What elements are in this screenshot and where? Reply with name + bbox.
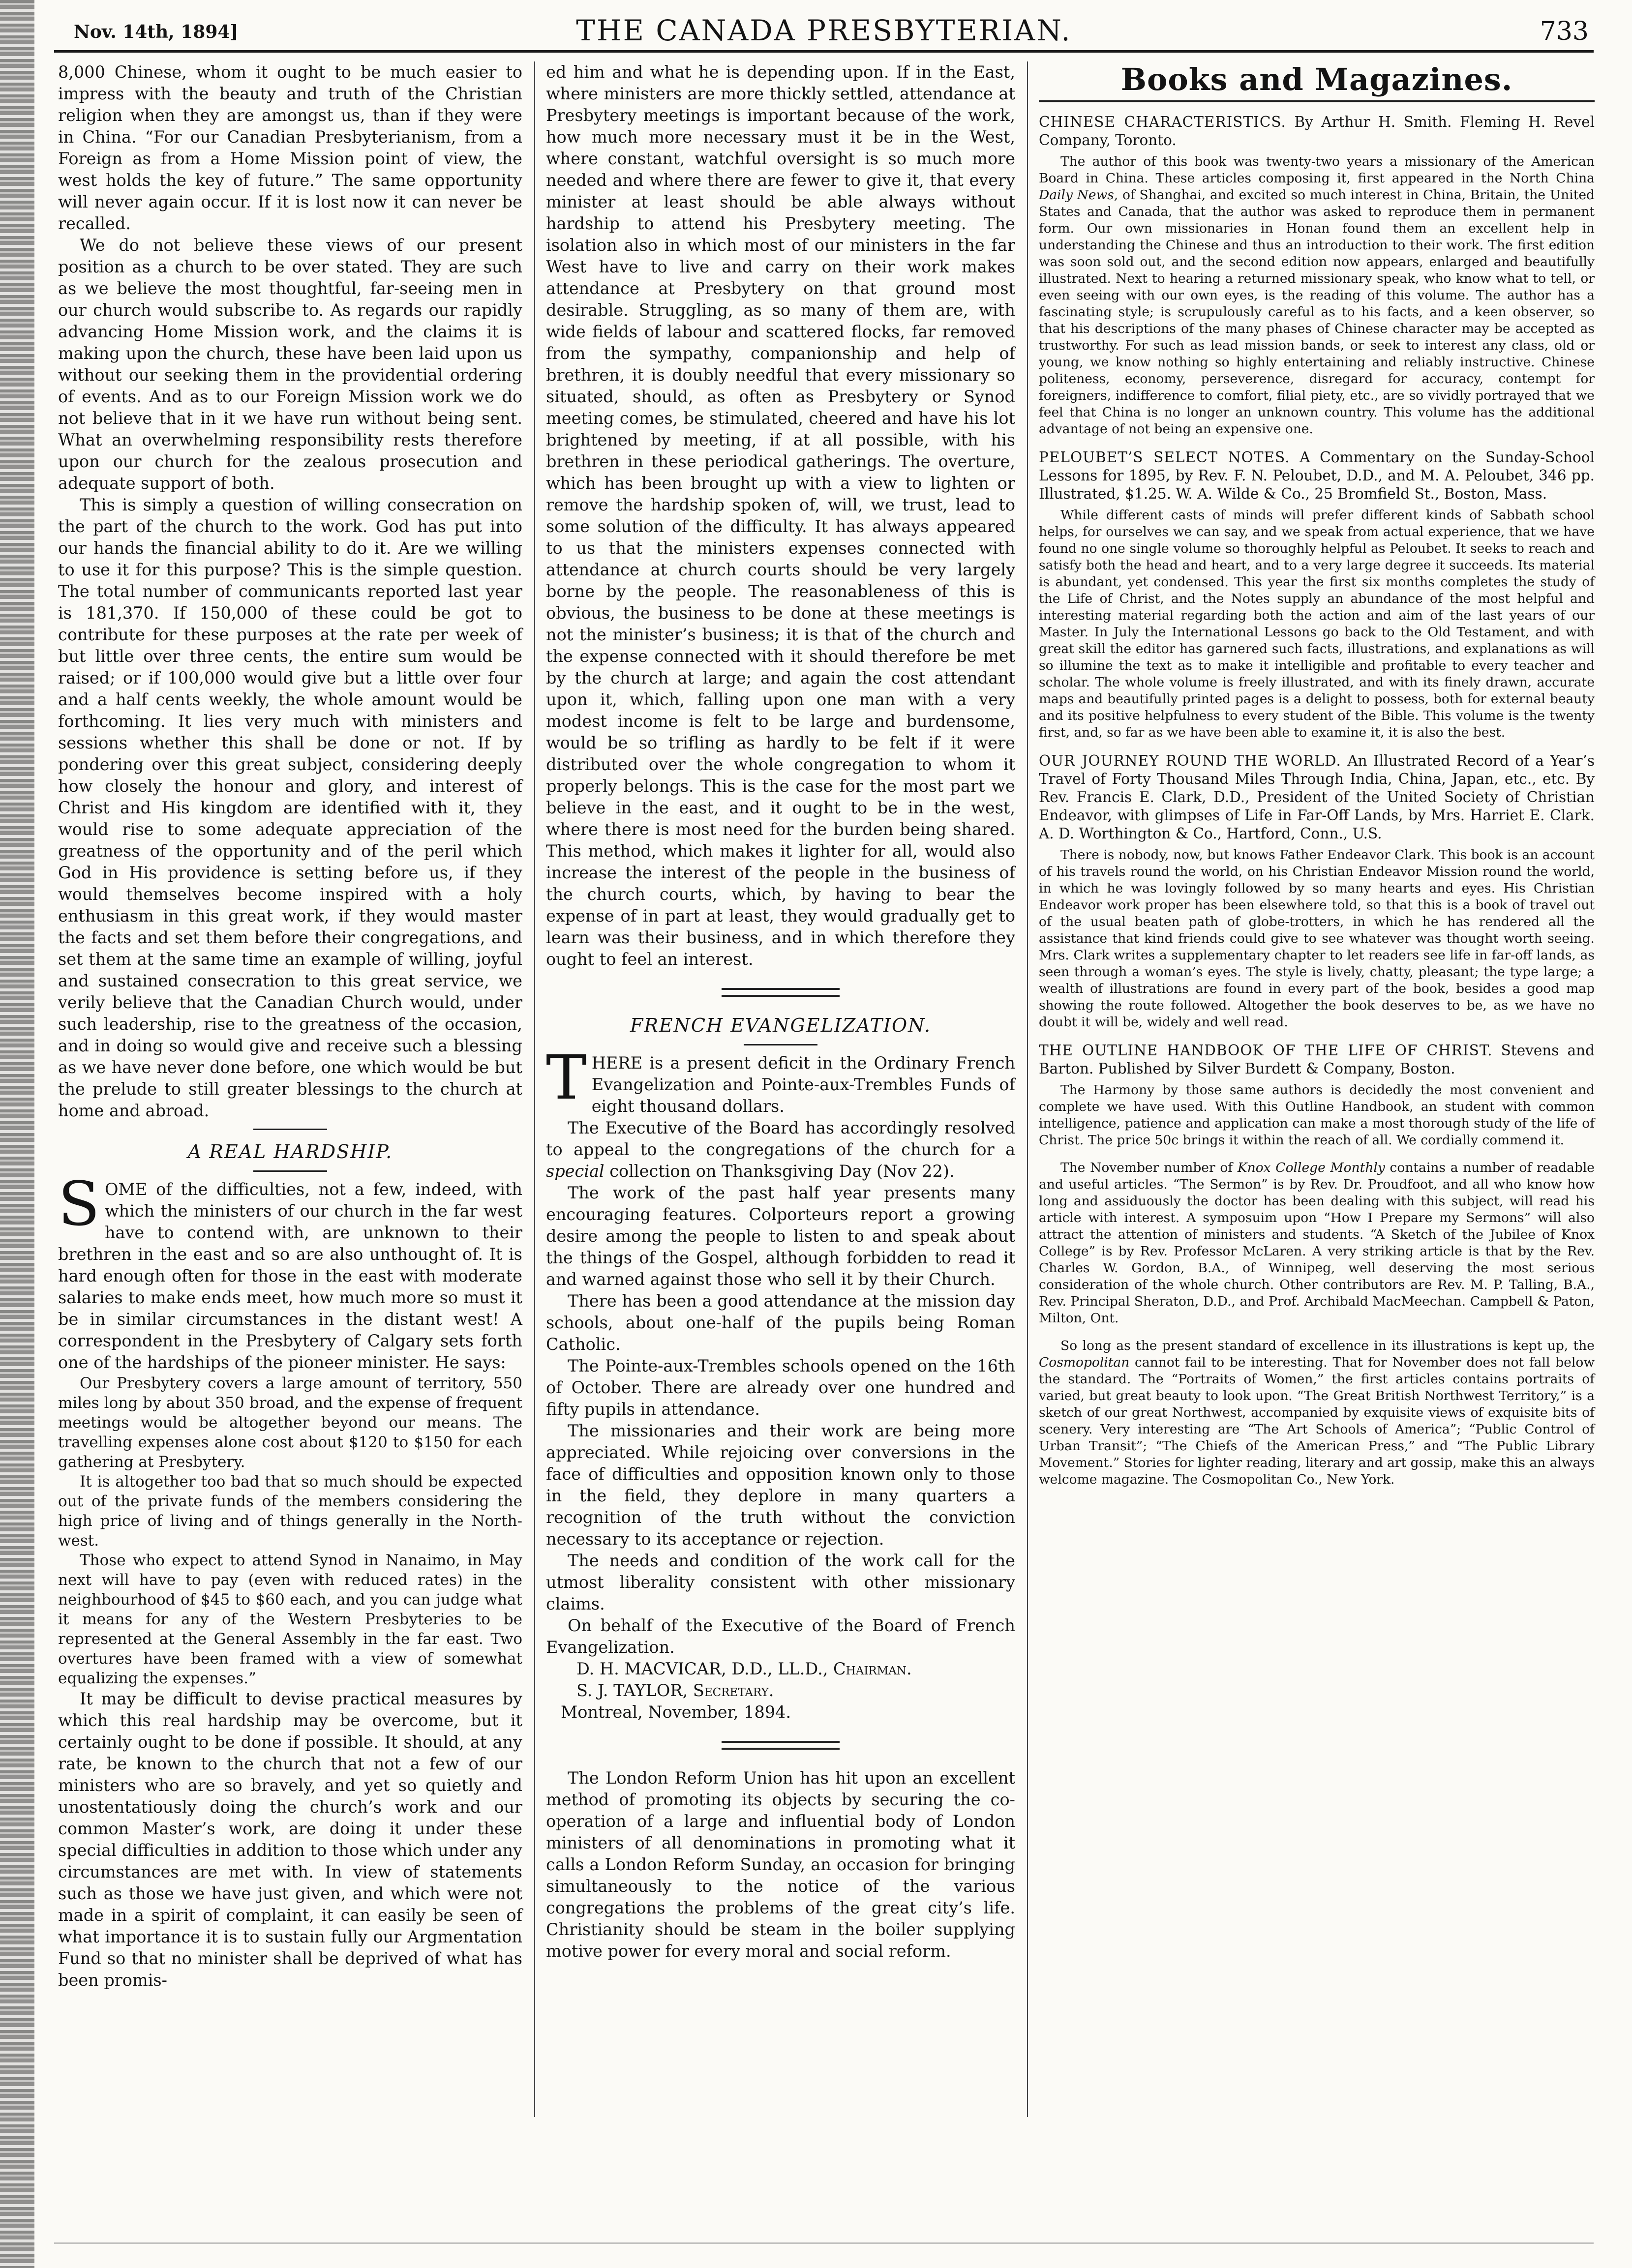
section-rule [253, 1129, 327, 1130]
book-publisher: By Arthur H. Smith. Fleming H. Revel Company, Toronto. [1039, 114, 1595, 149]
article-paragraph: On behalf of the Executive of the Board of French Evangelization. [546, 1616, 1015, 1657]
page-binding-edge [0, 0, 34, 2268]
page-bottom-edge [54, 2242, 1594, 2244]
dateline: Montreal, November, 1894. [561, 1702, 791, 1722]
book-title: THE OUTLINE HANDBOOK OF THE LIFE OF CHRIST. [1039, 1042, 1493, 1059]
quoted-paragraph: Our Presbytery covers a large amount of territory, 550 miles long by about 350 broad, and the expense of frequent meetings would be altogether beyond our means. The travelling expenses alone cost about $120 to $150 for each gathering at Presbytery. [58, 1374, 522, 1471]
section-rule [744, 1044, 817, 1045]
book-heading [1039, 113, 1595, 149]
editorial-paragraph: This is simply a question of willing consecration on the part of the church to the work. God has put into our hands the financial ability to do it. Are we willing to use it for this purpose? This is the simple question. The total number of communicants reported last year is 181,370. If 150,000 of these could be got to contribute for these purposes at the rate per week of but little over three cents, the entire sum would be raised; or if 100,000 would give but a little over four and a half cents weekly, the whole amount would be forthcoming. It lies very much with ministers and sessions whether this shall be done or not. If by pondering over this great subject, considering deeply how closely the honour and glory, and interest of Christ and His kingdom are identified with it, they would rise to some adequate appreciation of the greatness of the opportunity and of the peril which God in His providence is setting before us, if they would themselves become inspired with a holy enthusiasm in this great work, if they would master the facts and set them before their congregations, and set them at the same time an example of willing, joyful and sustained consecration to this great service, we verily believe that the Canadian Church would, under such leadership, rise to the greatness of the occasion, and in doing so would give and receive such a blessing as we have never done before, one which would be but the prelude to still greater blessings to the church at home and abroad. [58, 495, 522, 1120]
book-heading [1039, 752, 1595, 843]
drop-cap: S [58, 1169, 100, 1240]
book-title: PELOUBET’S SELECT NOTES. [1039, 449, 1290, 466]
signature-secretary: S. J. TAYLOR, Secretary. [576, 1681, 774, 1700]
article-paragraph: THERE is a present deficit in the Ordinary French Evangelization and Pointe-aux-Trembles Funds of eight thousand dollars. [546, 1043, 1015, 1116]
article-paragraph: ed him and what he is depending upon. If in the East, where ministers are more thickly settled, attendance at Presbytery meetings is important because of the work, how much more necessary must it be in the West, where constant, watchful oversight is so much more needed and where there are fewer to give it, that every minister at least should be able always without hardship to attend his Presbytery meeting. The isolation also in which most of our ministers in the far West have to live and carry on their work makes attendance at Presbytery on that ground most desirable. Struggling, as so many of them are, with wide fields of labour and scattered flocks, far removed from the sympathy, companionship and help of brethren, it is doubly needful that every missionary so situated, should, as often as Presbytery or Synod meeting comes, be stimulated, cheered and have his lot brightened by meeting, if at all possible, with his brethren in these periodical gatherings. The overture, which has been brought up with a view to lighten or remove the hardship spoken of, will, we trust, lead to some solution of the difficulty. It has always appeared to us that the ministers expenses connected with attendance at church courts should be very largely borne by the people. The reasonableness of this is obvious, the business to be done at these meetings is not the minister’s business; it is that of the church and the expense connected with it should therefore be met by the church at large; and again the cost attendant upon it, which, falling upon one man with a very modest income is felt to be large and burdensome, would be so trifling as hardly to be felt if it were distributed over the whole congregation to whom it properly belongs. This is the case for the most part we believe in the east, and it ought to be in the west, where there is most need for the burden being shared. This method, which makes it lighter for all, would also increase the interest of the people in the business of the church courts, which, by having to bear the expense of in part at least, they would gradually get to learn was their business, and in which therefore they ought to feel an interest. [546, 62, 1015, 969]
article-paragraph: There has been a good attendance at the mission day schools, about one-half of the pupils being Roman Catholic. [546, 1291, 1015, 1354]
page-header [54, 11, 1594, 49]
book-heading [1039, 1042, 1595, 1078]
review-paragraph: There is nobody, now, but knows Father Endeavor Clark. This book is an account of his travels round the world, on his Christian Endeavor Mission round the world, in which he was lovingly followed by so many hearts and eyes. His Christian Endeavor work proper has been elsewhere told, so that this is a book of travel out of the usual beaten path of globe-trotters, in which he has rendered all the assistance that kind friends could give to see whatever was thought worth seeing. Mrs. Clark writes a supplementary chapter to let readers see life in far-off lands, as seen through a woman’s eyes. The style is lively, chatty, pleasant; the type large; a wealth of illustrations are found in every part of the book, besides a good map showing the route followed. Altogether the book deserves to be, as we have no doubt it will be, widely and well read. [1039, 847, 1595, 1030]
book-publisher: A Commentary on the Sunday-School Lessons for 1895, by Rev. F. N. Peloubet, D.D., and M. A. Peloubet, 346 pp. Illustrated, $1.25. W. A. Wilde & Co., 25 Bromfield St., Boston, Mass. [1039, 449, 1595, 502]
article-title-french-evangelization: FRENCH EVANGELIZATION. [630, 1015, 932, 1036]
book-publisher: Stevens and Barton. Published by Silver Burdett & Company, Boston. [1039, 1042, 1595, 1077]
magazine-notice: The November number of Knox College Monthly contains a number of readable and useful articles. “The Sermon” is by Rev. Dr. Proudfoot, and all who know how long and assiduously the doctor has been dealing with this subject, will read his article with interest. A symposuim upon “How I Prepare my Sermons” will also attract the attention of ministers and students. “A Sketch of the Jubilee of Knox College” is by Rev. Professor McLaren. A very striking article is that by the Rev. Charles W. Gordon, B.A., of Winnipeg, well deserving the most serious consideration of the whole church. Other contributors are Rev. M. P. Talling, B.A., Rev. Principal Sheraton, D.D., and Prof. Archibald MacMeechan. Campbell & Paton, Milton, Ont. [1039, 1160, 1595, 1326]
section-masthead: Books and Magazines. [1120, 61, 1513, 97]
review-paragraph: The author of this book was twenty-two years a missionary of the American Board in China. These articles composing it, first appeared in the North China Daily News, of Shanghai, and excited so much interest in China, Britain, the United States and Canada, that the author was asked to reproduce them in permanent form. Our own missionaries in Honan found them an excellent help in understanding the Chinese and thus an introduction to their work. The first edition was soon sold out, and the second edition now appears, enlarged and beautifully illustrated. Next to hearing a returned missionary speak, who know what to tell, or even seeing with our own eyes, is the reading of this volume. The author has a fascinating style; is scrupulously careful as to his facts, and a keen observer, so that his descriptions of the many phases of Chinese character may be accepted as trustworthy. For such as lead mission bands, or seek to interest any class, old or young, we know nothing so highly entertaining and reliably instructive. Chinese politeness, economy, perseverence, disregard for accuracy, contempt for foreigners, indifference to comfort, filial piety, etc., are so vividly portrayed that we feel that China is no longer an unknown country. This volume has the additional advantage of not being an expensive one. [1039, 154, 1595, 437]
double-rule [722, 1741, 840, 1750]
article-paragraph: The Pointe-aux-Trembles schools opened on the 16th of October. There are already over one hundred and fifty pupils in attendance. [546, 1356, 1015, 1419]
article-paragraph: It may be difficult to devise practical measures by which this real hardship may be overcome, but it certainly ought to be done if possible. It should, at any rate, be known to the church that not a few of our ministers who are so bravely, and yet so quietly and unostentatiously doing the church’s work and our common Master’s work, are doing it under these special difficulties in addition to those which under any circumstances are met with. In view of statements such as those we have just given, and which were not made in a spirit of complaint, it can easily be seen of what importance it is to sustain fully our Argmentation Fund so that no minister shall be deprived of what has been promis- [58, 1689, 522, 1990]
article-paragraph: The London Reform Union has hit upon an excellent method of promoting its objects by securing the co-operation of a large and influential body of London ministers of all denominations in promoting what it calls a London Reform Sunday, an occasion for bringing simultaneously to the notice of the various congregations the problems of the great city’s life. Christianity should be steam in the boiler supplying motive power for every moral and social reform. [546, 1768, 1015, 1961]
double-rule [722, 988, 840, 997]
newspaper-title: THE CANADA PRESBYTERIAN. [576, 14, 1072, 47]
column-1 [58, 61, 522, 1991]
column-2 [546, 61, 1015, 1962]
column-divider [1027, 61, 1028, 2117]
column-3 [1039, 61, 1595, 1488]
quoted-paragraph: Those who expect to attend Synod in Nanaimo, in May next will have to pay (even with reduced rates) in the neighbourhood of $45 to $60 each, and you can judge what it means for any of the Western Presbyteries to be represented at the General Assembly in the far east. Two overtures have been framed with a view of somewhat equalizing the expenses.” [58, 1552, 522, 1687]
header-rule [54, 50, 1594, 53]
article-paragraph: The needs and condition of the work call for the utmost liberality consistent with other missionary claims. [546, 1551, 1015, 1613]
article-paragraph: The work of the past half year presents many encouraging features. Colporteurs report a growing desire among the people to listen to and speak about the things of the Gospel, although forbidden to read it and warned against those who sell it by their Church. [546, 1183, 1015, 1289]
review-paragraph: The Harmony by those same authors is decidedly the most convenient and complete we have used. With this Outline Handbook, an student with common intelligence, patience and application can make a most thorough study of the life of Christ. The price 50c brings it within the reach of all. We cordially commend it. [1039, 1082, 1595, 1148]
quoted-paragraph: It is altogether too bad that so much should be expected out of the private funds of the members considering the high price of living and of things generally in the North-west. [58, 1473, 522, 1550]
article-paragraph: The missionaries and their work are being more appreciated. While rejoicing over conversions in the face of difficulties and opposition known only to those in the field, they deplore in many quarters a recognition of the truth without the conviction necessary to its acceptance or rejection. [546, 1421, 1015, 1549]
article-paragraph: The Executive of the Board has accordingly resolved to appeal to the congregations of the church for a special collection on Thanksgiving Day (Nov 22). [546, 1118, 1015, 1181]
section-rule [253, 1170, 327, 1172]
signature-chairman: D. H. MACVICAR, D.D., LL.D., Chairman. [576, 1659, 912, 1678]
editorial-paragraph: 8,000 Chinese, whom it ought to be much easier to impress with the beauty and truth of the Christian religion when they are amongst us, than if they were in China. “For our Canadian Presbyterianism, from a Foreign as from a Home Mission point of view, the west holds the key of future.” The same opportunity will never again occur. If it is lost now it can never be recalled. [58, 62, 522, 233]
drop-cap: T [546, 1043, 587, 1113]
article-paragraph: SOME of the difficulties, not a few, indeed, with which the ministers of our church in the far west have to contend with, are unknown to their brethren in the east and so are also unthought of. It is hard enough often for those in the east with moderate salaries to make ends meet, how much more so must it be in similar circumstances in the distant west! A correspondent in the Presbytery of Calgary sets forth one of the hardships of the pioneer minister. He says: [58, 1169, 522, 1372]
article-title-real-hardship: A REAL HARDSHIP. [187, 1141, 393, 1163]
book-heading [1039, 448, 1595, 503]
book-title: CHINESE CHARACTERISTICS. [1039, 114, 1286, 130]
column-divider [534, 61, 535, 2117]
editorial-paragraph: We do not believe these views of our present position as a church to be over stated. They are such as we believe the most thoughtful, far-seeing men in our church would subscribe to. As regards our rapidly advancing Home Mission work, and the claims it is making upon the church, these have been laid upon us without our seeking them in the providential ordering of events. And as to our Foreign Mission work we do not believe that in it we have run without being sent. What an overwhelming responsibility rests therefore upon our church for the zealous prosecution and adequate support of both. [58, 236, 522, 493]
review-paragraph: While different casts of minds will prefer different kinds of Sabbath school helps, for ourselves we can say, and we speak from actual experience, that we have found no one single volume so thoroughly helpful as Peloubet. It seeks to reach and satisfy both the head and heart, and to a very large degree it succeeds. Its material is abundant, yet condensed. This year the first six months completes the study of the Life of Christ, and the Notes supply an abundance of the most helpful and interesting material regarding both the action and aim of the last years of our Master. In July the International Lessons go back to the Old Testament, and with great skill the editor has garnered such facts, illustrations, and explanations as will so illumine the text as to make it intelligible and profitable to every teacher and scholar. The whole volume is freely illustrated, and with its finely drawn, accurate maps and beautifully printed pages is a delight to possess, both for external beauty and its positive helpfulness to every student of the Bible. This volume is the twenty first, and, so far as we have been able to examine it, it is also the best. [1039, 507, 1595, 740]
issue-date: Nov. 14th, 1894] [74, 22, 239, 42]
magazine-notice: So long as the present standard of excellence in its illustrations is kept up, the Cosmopolitan cannot fail to be interesting. That for November does not fall below the standard. The “Portraits of Women,” the first articles contains portraits of varied, but great beauty to look upon. “The Great British Northwest Territory,” is a sketch of our great Northwest, accompanied by exquisite views of exquisite bits of scenery. Very interesting are “The Art Schools of America”; “Public Control of Urban Transit”; “The Chiefs of the American Press,” and “The Public Library Movement.” Stories for lighter reading, literary and art gossip, make this an always welcome magazine. The Cosmopolitan Co., New York. [1039, 1338, 1595, 1487]
masthead-rule [1039, 100, 1595, 102]
page-number: 733 [1540, 17, 1589, 46]
book-title: OUR JOURNEY ROUND THE WORLD. [1039, 752, 1341, 769]
book-publisher: An Illustrated Record of a Year’s Travel of Forty Thousand Miles Through India, China, Japan, etc., etc. By Rev. Francis E. Clark, D.D., President of the United Society of Christian Endeavor, with glimpses of Life in Far-Off Lands, by Mrs. Harriet E. Clark. A. D. Worthington & Co., Hartford, Conn., U.S. [1039, 752, 1595, 842]
